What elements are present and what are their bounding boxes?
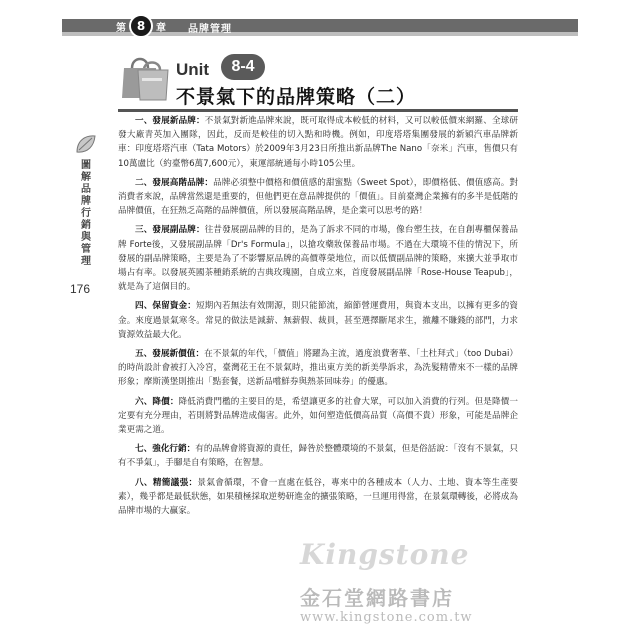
unit-title: 不景氣下的品牌策略（二） (176, 86, 417, 108)
paragraph-high-end-brand (118, 176, 518, 219)
paragraph-text: 不景氣對新進品牌來說，既可取得成本較低的材料，又可以較低價來網羅、全球研發大廠青英加入團隊，因此，反而是較佳的切入點和時機。例如，印度塔塔集團發展的新穎汽車品牌新車：印度塔塔汽車（Tata Motors）於2009年3月23日所推出新品牌The Nano「奈米」汽車，售價只有10萬盧比（約臺幣6萬7,600元），東運部統通每小時105公里。 (118, 116, 518, 169)
paragraph-text: 景氣會循環，不會一直處在低谷，專來中的各種成本（人力、土地、資本等生產要素），幾乎都是最低狀態，如果積極採取逆勢研進金的擴張策略，一旦運用得當，在景氣環轉後，必將成為品牌市場的大贏家。 (118, 477, 518, 517)
paragraph-text: 往昔發展副品牌的目的，是為了訴求不同的市場，像台塑生技，在自創專櫃保養品牌 Forte後，又發展副品牌「Dr's Formula」，以搶攻藥妝保養品市場。不過在大環境不佳的情況下，所發展的副品牌策略，主要是為了不影響原品牌的高價尊榮地位，而以低價副品牌的策略，來擴大並爭取市場占有率。以發展英國茶種銷系統的吉典玫瑰園，自成立來，首度發展副品牌「Rose-House Teapub」，就是為了這個目的。 (118, 225, 518, 293)
unit-label: Unit (176, 60, 210, 79)
paragraph-heading: 五、發展新價值： (135, 349, 205, 360)
shopping-bag-icon (118, 52, 172, 102)
paragraph-heading: 八、精簡議張： (135, 477, 198, 488)
book-title-vertical: 圖解品牌行銷與管理 (81, 160, 91, 267)
unit-number-badge: 8-4 (221, 54, 265, 80)
paragraph-marketing (118, 442, 518, 470)
chapter-suffix: 章 (156, 22, 166, 34)
paragraph-heading: 二、發展高階品牌： (135, 177, 214, 188)
watermark-logo: Kingstone (300, 538, 470, 571)
watermark-url: www.kingstone.com.tw (300, 610, 473, 625)
page-number: 176 (70, 282, 91, 296)
paragraph-heading: 六、降價： (135, 396, 179, 407)
paragraph-sub-brand (118, 223, 518, 294)
paragraph-new-value (118, 347, 518, 390)
watermark-store-name: 金石堂網路書店 (300, 586, 454, 610)
title-divider (118, 109, 518, 112)
chapter-number: 8 (129, 14, 153, 38)
paragraph-heading: 三、發展副品牌： (135, 225, 205, 236)
chapter-title: 品牌管理 (188, 24, 232, 35)
paragraph-heading: 四、保留資金： (135, 301, 196, 312)
paragraph-text: 品牌必須整中價格和價值感的甜蜜點（Sweet Spot），即價格低、價值感高。對消費者來說，品牌當然還是重要的，但他們更在意品牌提供的「價值」。目前臺灣企業擁有的多半是低階的品牌價值，在狂熱乏高階的品牌價值，所以發展高階品牌，是企業可以思考的路！ (118, 177, 518, 217)
paragraph-text: 短期內若無法有效開源，則只能節流，縮節營運費用，與資本支出，以擁有更多的資金。來度過景氣寒冬。常見的做法是減薪、無薪假、裁員，甚至選擇斷尾求生，撤離不賺錢的部門，力求資源效益最大化。 (118, 301, 518, 340)
paragraph-heading: 一、發展新品牌： (135, 116, 205, 126)
paragraph-retain-capital (118, 299, 518, 342)
article-body (118, 114, 518, 523)
paragraph-price-cut (118, 395, 518, 438)
chapter-tag (116, 15, 166, 37)
book-tab-icon (74, 132, 98, 156)
paragraph-heading: 七、強化行銷： (135, 444, 196, 455)
paragraph-new-brand (118, 114, 518, 171)
paragraph-text: 降低消費門檻的主要目的是，希望讓更多的社會大眾，可以加入消費的行列。但是降價一定要有充分理由，若則將對品牌造成傷害。此外，如何塑造低價高品質（高價不貴）形象，可能是品牌企業更需之道。 (118, 396, 518, 436)
paragraph-text: 有的品牌會將資源的責任，歸咎於整體環境的不景氣，但是俗話說：「沒有不景氣，只有不爭氣」，手腳是自有策略，在智慧。 (118, 444, 518, 469)
paragraph-expansion (118, 476, 518, 519)
paragraph-text: 在不景氣的年代，「價值」將躍為主流，過度浪費奢華、「土杜拜式」（too Dubai）的時尚設計會被打入冷宮，臺灣花王在不景氣時，推出東方美的新美學訴求，為洗髮精帶來不一樣的品牌形象；摩斯漢堡則推出「點套餐，送新品嚐鮮券與熱茶回味券」的優惠。 (118, 349, 518, 388)
chapter-prefix: 第 (116, 22, 126, 34)
